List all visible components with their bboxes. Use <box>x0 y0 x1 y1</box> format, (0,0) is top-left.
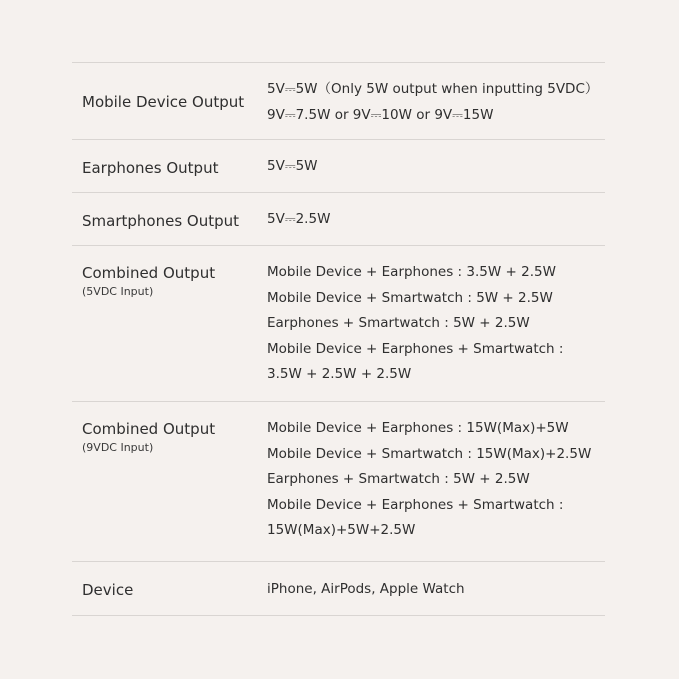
spec-label: Combined Output <box>82 264 216 282</box>
spec-value-line: Mobile Device + Earphones + Smartwatch : <box>267 340 564 357</box>
spec-value-line: Mobile Device + Earphones : 3.5W + 2.5W <box>267 264 556 280</box>
spec-label: Earphones Output <box>82 159 219 177</box>
spec-label-cell <box>82 212 262 230</box>
spec-value-cell <box>267 77 605 128</box>
spec-value-line: Earphones + Smartwatch : 5W + 2.5W <box>267 471 530 488</box>
spec-value-line: 5V⎓5W <box>267 158 318 174</box>
spec-label-cell <box>82 581 262 599</box>
spec-sublabel: (5VDC Input) <box>82 285 154 298</box>
spec-value-line: 5V⎓5W（Only 5W output when inputting 5VDC） <box>267 81 599 97</box>
spec-value-line: 15W(Max)+5W+2.5W <box>267 522 416 539</box>
spec-value-line: Mobile Device + Earphones : 15W(Max)+5W <box>267 420 569 436</box>
spec-label: Smartphones Output <box>82 212 240 230</box>
spec-value-line: Mobile Device + Earphones + Smartwatch : <box>267 496 564 513</box>
spec-label-cell <box>82 159 262 177</box>
spec-row-device <box>72 562 605 616</box>
spec-label-cell <box>82 264 262 299</box>
spec-value-line: 9V⎓7.5W or 9V⎓10W or 9V⎓15W <box>267 106 494 123</box>
spec-sublabel: (9VDC Input) <box>82 441 154 454</box>
spec-label-cell <box>82 420 262 455</box>
spec-row-earphones-output <box>72 140 605 193</box>
spec-table <box>72 62 605 616</box>
spec-row-mobile-device-output <box>72 63 605 140</box>
spec-value-line: Mobile Device + Smartwatch : 5W + 2.5W <box>267 289 553 306</box>
spec-value-cell <box>267 207 605 233</box>
spec-row-smartphones-output <box>72 193 605 246</box>
spec-value-cell <box>267 154 605 180</box>
spec-label: Mobile Device Output <box>82 93 245 111</box>
spec-row-combined-output-9vdc <box>72 402 605 562</box>
spec-value-cell <box>267 577 605 603</box>
spec-value-cell <box>267 260 605 388</box>
spec-row-combined-output-5vdc <box>72 246 605 402</box>
spec-value-line: iPhone, AirPods, Apple Watch <box>267 581 465 597</box>
spec-value-cell <box>267 416 605 544</box>
spec-value-line: 3.5W + 2.5W + 2.5W <box>267 366 412 383</box>
spec-value-line: Earphones + Smartwatch : 5W + 2.5W <box>267 315 530 332</box>
spec-label: Device <box>82 581 134 599</box>
spec-value-line: 5V⎓2.5W <box>267 211 331 227</box>
spec-label-cell <box>82 93 262 111</box>
spec-label: Combined Output <box>82 420 216 438</box>
spec-value-line: Mobile Device + Smartwatch : 15W(Max)+2.5W <box>267 445 592 462</box>
